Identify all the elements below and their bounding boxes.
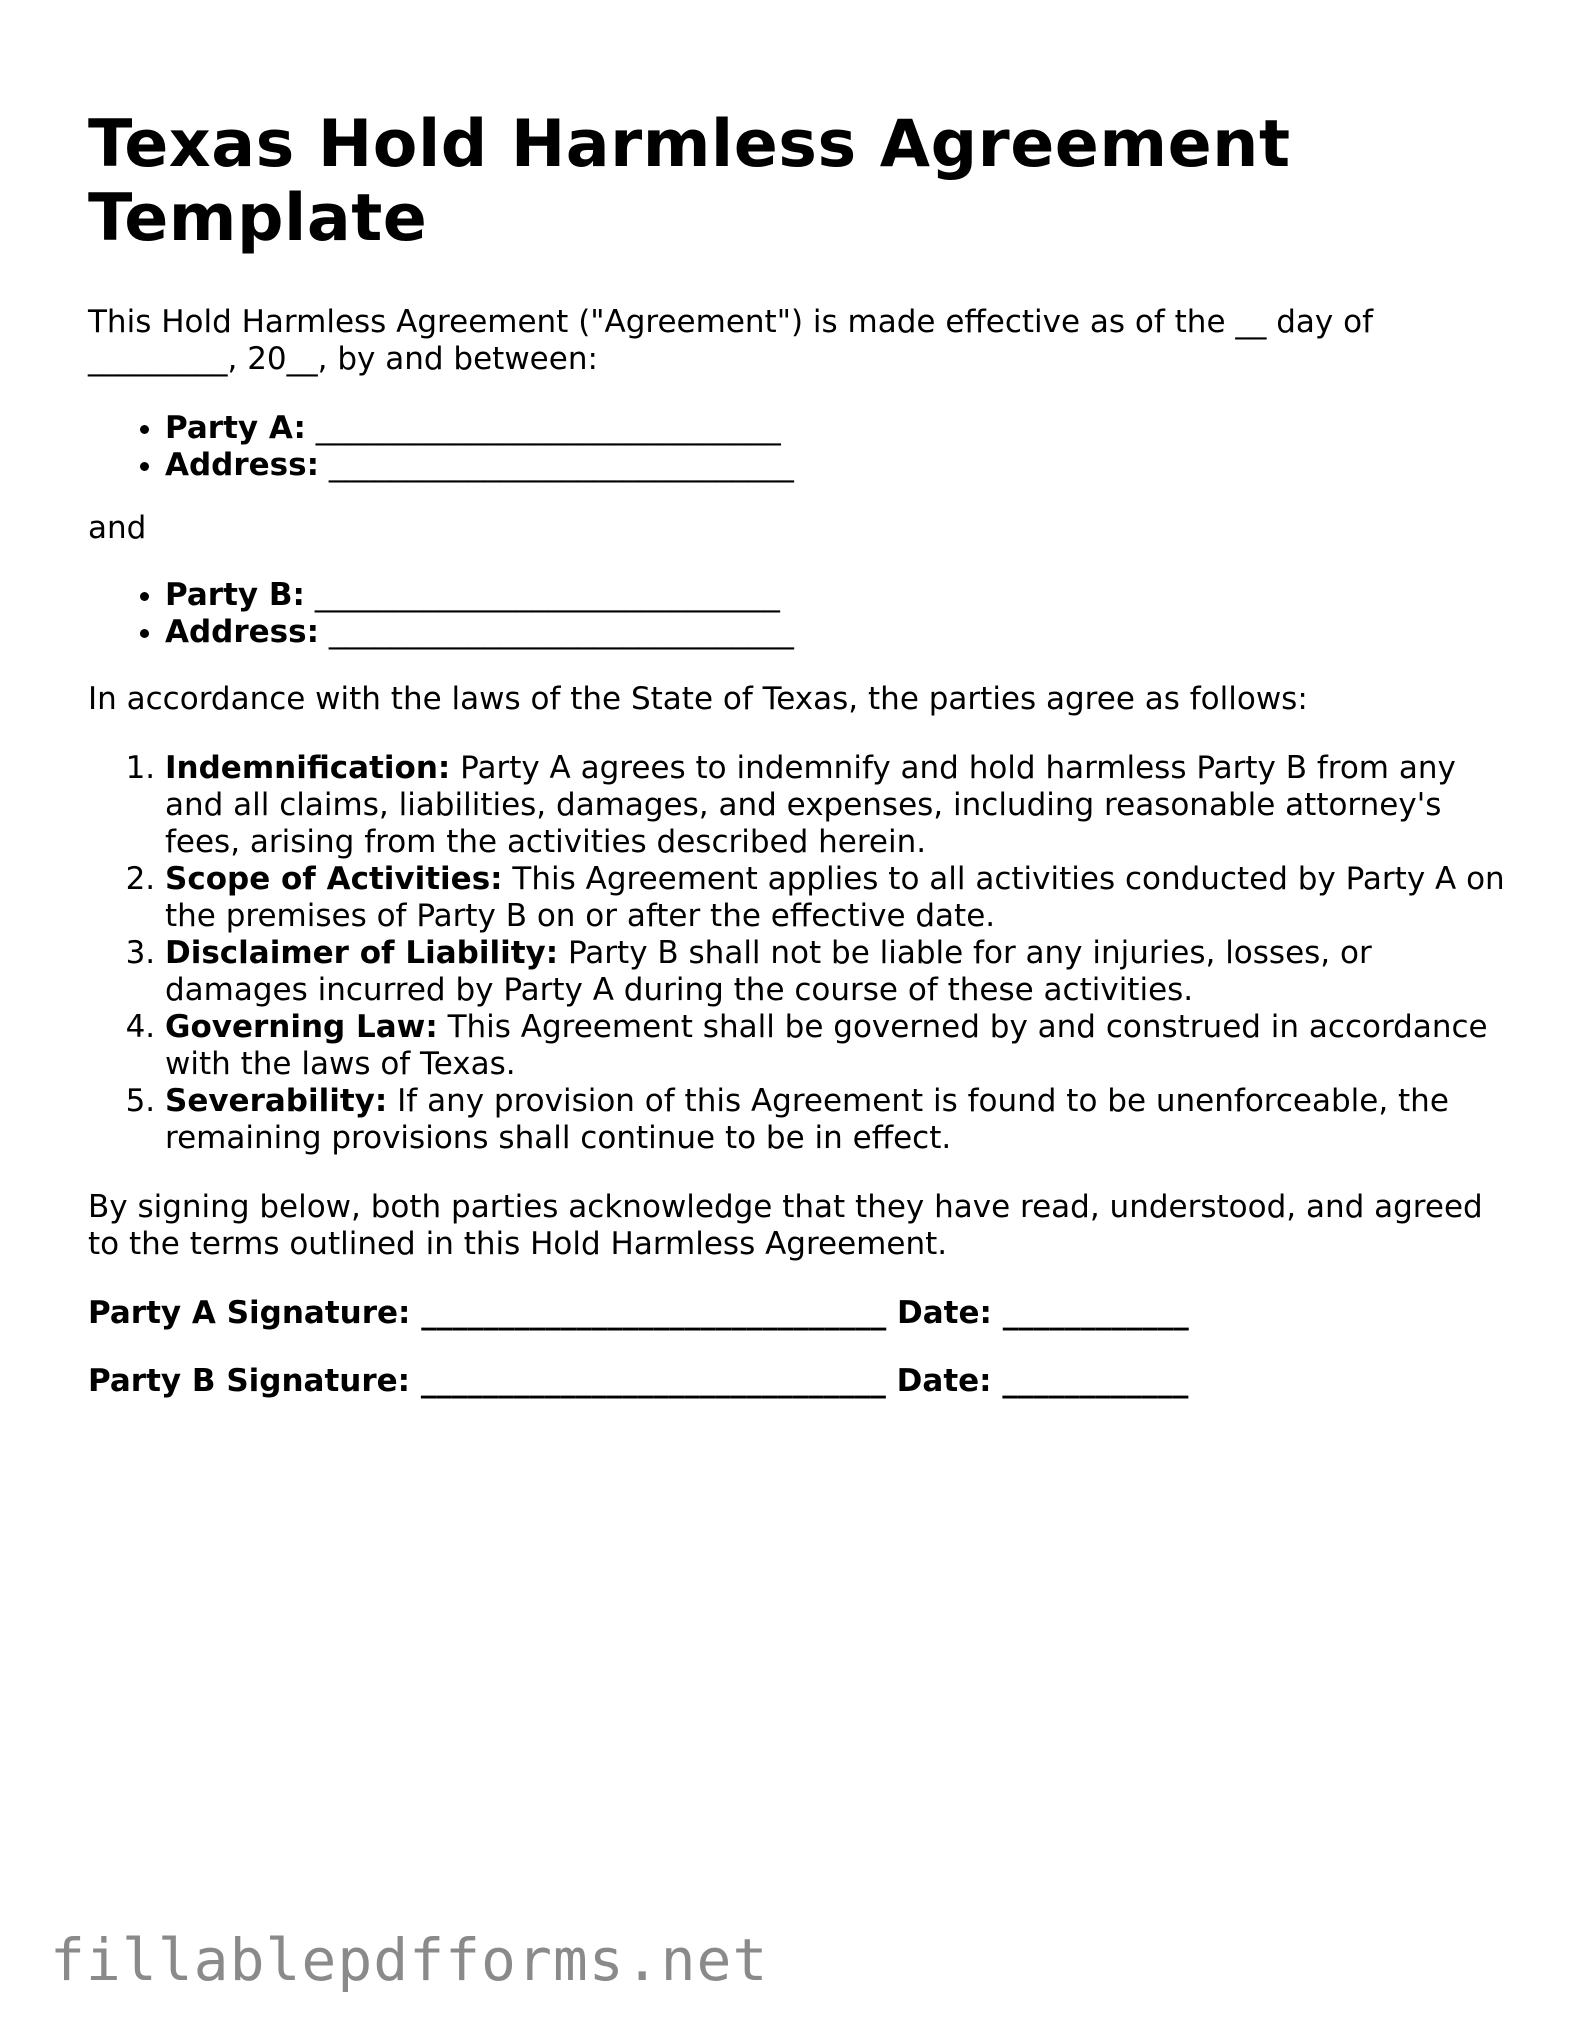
party-b-date-label: Date: [896, 1363, 992, 1399]
term-text: If any provision of this Agreement is found to be unenforceable, the remaining provisions shall continue to be in effect. [165, 1083, 1449, 1156]
party-a-name-item [165, 410, 1508, 447]
party-b-date-field[interactable]: ____________ [1002, 1363, 1189, 1399]
and-text: and [88, 510, 147, 546]
party-a-address-item [165, 447, 1508, 484]
term-item [165, 750, 1508, 861]
term-item [165, 935, 1508, 1009]
party-b-signature-label: Party B Signature: [88, 1363, 411, 1399]
party-b-label: Party B: [165, 577, 305, 613]
party-b-name-item [165, 577, 1508, 614]
intro-paragraph [88, 304, 1508, 378]
term-item [165, 1009, 1508, 1083]
party-a-signature-label: Party A Signature: [88, 1295, 411, 1331]
party-b-address-item [165, 614, 1508, 651]
party-a-label: Party A: [165, 410, 306, 446]
term-heading: Indemnification: [165, 750, 451, 786]
term-item [165, 1083, 1508, 1157]
party-b-signature-field[interactable]: ______________________________ [420, 1363, 886, 1399]
party-a-date-field[interactable]: ____________ [1002, 1295, 1189, 1331]
party-b-signature-line [88, 1363, 1508, 1400]
page-title: Texas Hold Harmless Agreement Template [88, 107, 1291, 256]
document-page [88, 108, 1508, 1431]
term-text: Party A agrees to indemnify and hold harmless Party B from any and all claims, liabilities, damages, and expenses, including reasonable attorney's fees, arising from the activities described herein. [165, 750, 1456, 860]
term-heading: Disclaimer of Liability: [165, 935, 559, 971]
party-a-signature-field[interactable]: ______________________________ [421, 1295, 887, 1331]
party-b-blank[interactable]: ______________________________ [314, 577, 780, 613]
acknowledgement-paragraph: By signing below, both parties acknowledge that they have read, understood, and agreed to the terms outlined in this Hold Harmless Agreement. [88, 1189, 1483, 1262]
intro-line-1: This Hold Harmless Agreement ("Agreement") is made effective as of the __ day of [88, 304, 1373, 340]
term-text: This Agreement applies to all activities conducted by Party A on the premises of Party B on or after the effective date. [165, 861, 1505, 934]
term-item [165, 861, 1508, 935]
term-heading: Severability: [165, 1083, 388, 1119]
term-text: Party B shall not be liable for any injuries, losses, or damages incurred by Party A during the course of these activities. [165, 935, 1372, 1008]
party-a-address-blank[interactable]: ______________________________ [328, 447, 794, 483]
party-a-blank[interactable]: ______________________________ [315, 410, 781, 446]
party-b-list [88, 577, 1508, 651]
party-b-address-label: Address: [165, 614, 319, 650]
party-a-signature-line [88, 1295, 1508, 1332]
party-a-list [88, 410, 1508, 484]
term-heading: Governing Law: [165, 1009, 438, 1045]
term-text: This Agreement shall be governed by and construed in accordance with the laws of Texas. [165, 1009, 1488, 1082]
party-a-date-label: Date: [897, 1295, 992, 1331]
terms-list [88, 750, 1508, 1157]
term-heading: Scope of Activities: [165, 861, 503, 897]
intro-line-2: _________, 20__, by and between: [88, 341, 598, 377]
accordance-paragraph: In accordance with the laws of the State of Texas, the parties agree as follows: [88, 681, 1308, 717]
party-b-address-blank[interactable]: ______________________________ [328, 614, 794, 650]
watermark-text: fillablepdfforms.net [50, 1926, 769, 1994]
party-a-address-label: Address: [165, 447, 319, 483]
